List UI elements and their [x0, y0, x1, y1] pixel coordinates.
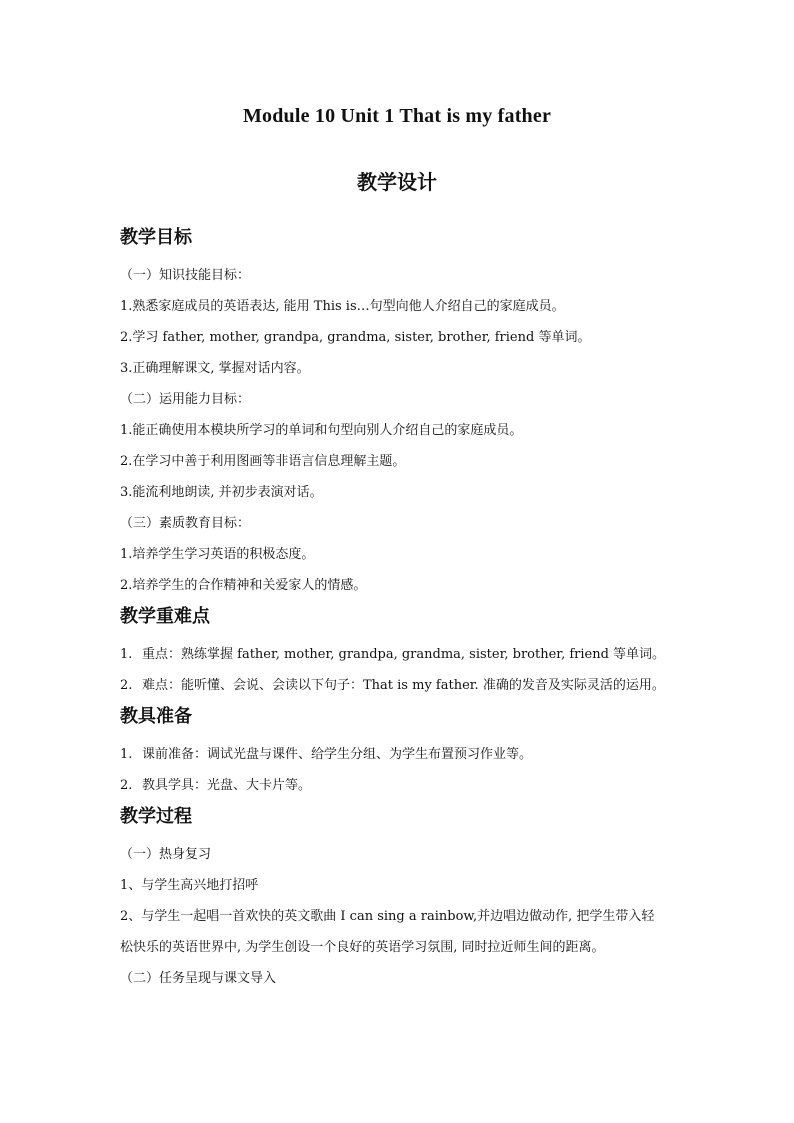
- objective-line: 3.能流利地朗读, 并初步表演对话。: [120, 485, 323, 500]
- objective-line: 2.培养学生的合作精神和关爱家人的情感。: [120, 578, 367, 593]
- list-number: 1.: [120, 747, 133, 762]
- objective-line: 2.在学习中善于利用图画等非语言信息理解主题。: [120, 454, 406, 469]
- list-number: 1.: [120, 647, 133, 662]
- material-item: [120, 739, 700, 770]
- objective-line: 1.熟悉家庭成员的英语表达, 能用 This is…句型向他人介绍自己的家庭成员。: [120, 299, 565, 314]
- document-body: [120, 226, 700, 994]
- list-text: 教具学具：光盘、大卡片等。: [142, 778, 312, 793]
- section-heading-process: 教学过程: [120, 806, 192, 827]
- objective-line: 1.培养学生学习英语的积极态度。: [120, 547, 315, 562]
- section-heading-materials: 教具准备: [120, 706, 192, 727]
- objective-line: 1.能正确使用本模块所学习的单词和句型向别人介绍自己的家庭成员。: [120, 423, 523, 438]
- list-number: 2.: [120, 778, 133, 793]
- section-heading-objectives: 教学目标: [120, 227, 192, 248]
- process-line: （二）任务呈现与课文导入: [120, 971, 277, 986]
- process-line: （一）热身复习: [120, 847, 212, 862]
- list-text: 课前准备：调试光盘与课件、给学生分组、为学生布置预习作业等。: [142, 747, 533, 762]
- process-line: 2、与学生一起唱一首欢快的英文歌曲 I can sing a rainbow,并边唱边做动作, 把学生带入轻: [120, 909, 655, 924]
- section-heading-key-points: 教学重难点: [120, 606, 210, 627]
- key-point-item: [120, 670, 700, 701]
- document-subtitle: 教学设计: [357, 170, 437, 194]
- document-title: Module 10 Unit 1 That is my father: [242, 105, 552, 127]
- objective-line: 3.正确理解课文, 掌握对话内容。: [120, 361, 310, 376]
- objective-line: 2.学习 father, mother, grandpa, grandma, sister, brother, friend 等单词。: [120, 330, 591, 345]
- process-line: 松快乐的英语世界中, 为学生创设一个良好的英语学习氛围, 同时拉近师生间的距离。: [120, 940, 605, 955]
- objective-line: （二）运用能力目标：: [120, 392, 251, 407]
- key-point-item: [120, 639, 700, 670]
- list-number: 2.: [120, 678, 133, 693]
- objective-line: （三）素质教育目标：: [120, 516, 251, 531]
- objective-line: （一）知识技能目标：: [120, 268, 251, 283]
- list-text: 难点：能听懂、会说、会读以下句子：That is my father. 准确的发音及实际灵活的运用。: [142, 678, 665, 693]
- process-line: 1、与学生高兴地打招呼: [120, 878, 259, 893]
- list-text: 重点：熟练掌握 father, mother, grandpa, grandma, sister, brother, friend 等单词。: [142, 647, 666, 662]
- material-item: [120, 770, 700, 801]
